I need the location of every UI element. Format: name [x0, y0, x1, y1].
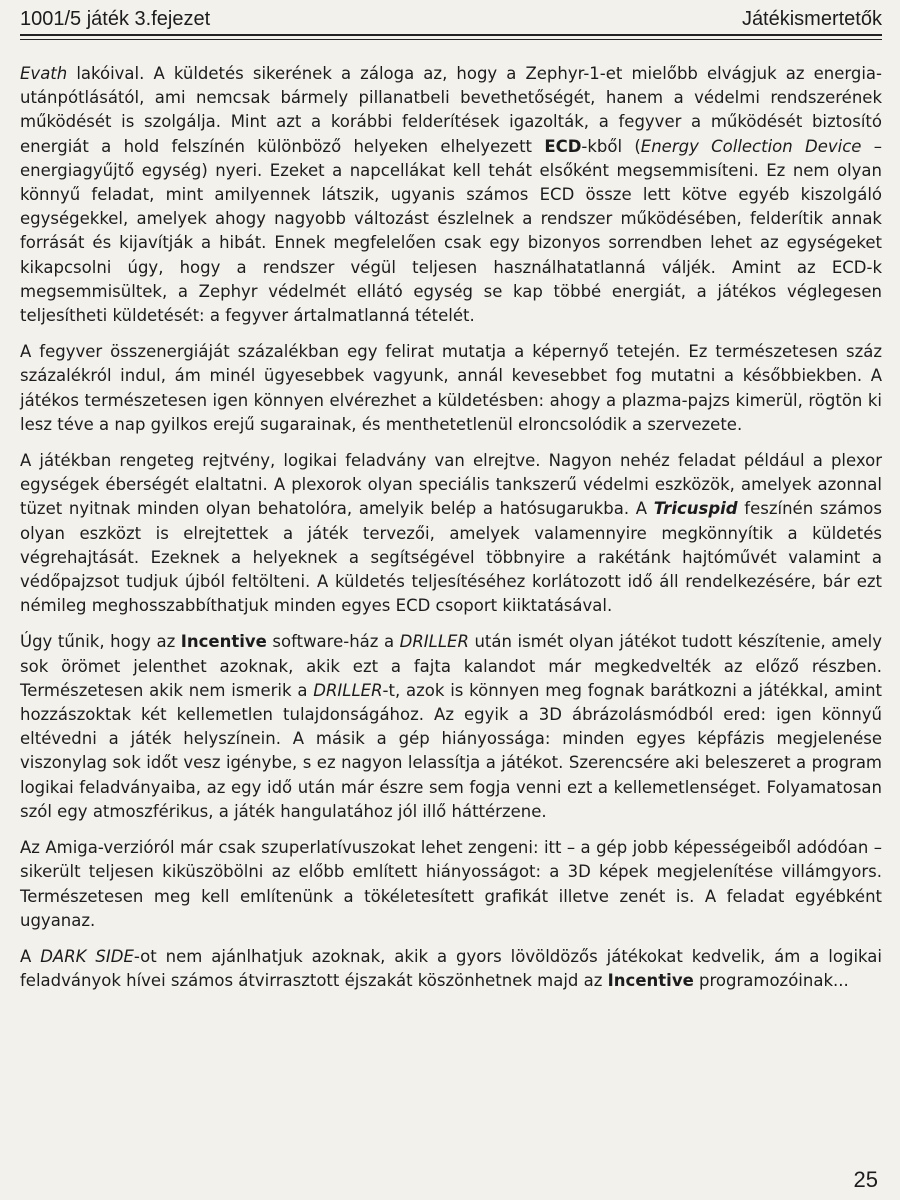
italic-term: DARK SIDE — [40, 946, 134, 966]
bold-italic-term: Tricuspid — [653, 499, 738, 519]
chapter-label: 1001/5 játék 3.fejezet — [20, 8, 211, 30]
header-rule-thin — [20, 39, 882, 40]
paragraph: Evath lakóival. A küldetés sikerének a záloga az, hogy a Zephyr-1-et mielőbb elvágjuk az energia-utánpótlásától, ami nemcsak bármely pillanatbeli bevethetőségét, hanem a védelmi rendszerének működését is szolgálja. Mint azt a korábbi felderítések igazolták, a fegyver a működését biztosító energiát a hold felszínén különböző helyeken elhelyezett ECD-kből (Energy Collection Device – energiagyűjtő egység) nyeri. Ezeket a napcellákat kell tehát elsőként megsemmisíteni. Ez nem olyan könnyű feladat, mint amilyennek látszik, ugyanis számos ECD össze lett kötve egyéb kiszolgáló egységekkel, amelyek ahogy nagyobb változást észlelnek a rendszer működésében, felderítik annak forrását és kijavítják a hibát. Ennek megfelelően csak egy bizonyos sorrendben lehet az egységeket kikapcsolni úgy, hogy a rendszer végül teljesen használhatatlanná váljék. Amint az ECD-k megsemmisültek, a Zephyr védelmét ellátó egység se kap többé energiát, a játékos véglegesen teljesítheti küldetését: a fegyver ártalmatlanná tételét. — [20, 64, 882, 326]
header-rule — [20, 34, 882, 36]
italic-term: DRILLER — [313, 680, 383, 700]
paragraph: A fegyver összenergiáját százalékban egy felirat mutatja a képernyő tetején. Ez természetesen száz százalékról indul, ám minél ügyesebbek vagyunk, annál kevesebbet fog mutatni a későbbiekben. A játékos természetesen igen könnyen elvérezhet a küldetésben: ahogy a plazma-pajzs kimerül, rögtön ki lesz téve a nap gyilkos erejű sugarainak, és menthetetlenül elroncsolódik a szervezete. — [20, 342, 882, 434]
paragraph: A DARK SIDE-ot nem ajánlhatjuk azoknak, akik a gyors lövöldözős játékokat kedvelik, ám a logikai feladványok hívei számos átvirrasztott éjszakát köszönhetnek majd az Incentive programozóinak... — [20, 946, 882, 991]
section-title: Játékismertetők — [741, 8, 882, 30]
page-header — [20, 6, 882, 36]
page-number: 25 — [853, 1167, 878, 1192]
article-body — [20, 62, 882, 1005]
italic-term: Evath — [20, 64, 68, 83]
bold-term: ECD — [544, 136, 582, 156]
paragraph: A játékban rengeteg rejtvény, logikai feladvány van elrejtve. Nagyon nehéz feladat például a plexor egységek éberségét elaltatni. A plexorok olyan speciális tankszerű védelmi eszközök, amelyek azonnal tüzet nyitnak minden olyan behatolóra, amelyik belép a hatósugarukba. A Tricuspid feszínén számos olyan eszközt is elrejtettek a játék tervezői, amelyek valamennyire megkönnyítik a küldetés végrehajtását. Ezeknek a helyeknek a segítségével többnyire a rakétánk hajtóművét valamint a védőpajzsot tudjuk újból feltölteni. A küldetés teljesítéséhez korlátozott idő áll rendelkezésére, bár ezt némileg meghosszabbíthatjuk minden egyes ECD csoport kiiktatásával. — [20, 451, 882, 616]
italic-term: DRILLER — [399, 632, 469, 652]
bold-term: Incentive — [180, 632, 267, 652]
paragraph: Az Amiga-verzióról már csak szuperlatívuszokat lehet zengeni: itt – a gép jobb képességeiből adódóan – sikerült teljesen kiküszöbölni az előbb említett hiányosságot: a 3D képek megjelenítése villámgyors. Természetesen meg kell említenünk a tökéletesített grafikát illetve zenét is. A feladat egyébként ugyanaz. — [20, 838, 882, 930]
paragraph: Úgy tűnik, hogy az Incentive software-ház a DRILLER után ismét olyan játékot tudott készítenie, amely sok örömet jelenthet azoknak, akik ezt a fajta kalandot már megkedvelték az előző részben. Természetesen akik nem ismerik a DRILLER-t, azok is könnyen meg fognak barátkozni a játékkal, amint hozzászoktak két kellemetlen tulajdonságához. Az egyik a 3D ábrázolásmódból ered: igen könnyű eltévedni a játék helyszínein. A másik a gép hiányossága: minden egyes képfázis megjelenése viszonylag sok időt vesz igénybe, s ez nagyon lelassítja a játékot. Szerencsére aki beleszeret a program logikai feladványaiba, az egy idő után már észre sem fogja venni ezt a kellemetlenséget. Folyamatosan szól egy atmoszférikus, a játék hangulatához jól illő háttérzene. — [20, 632, 883, 821]
italic-term: Energy Collection Device — [640, 136, 862, 156]
bold-term: Incentive — [607, 971, 694, 991]
